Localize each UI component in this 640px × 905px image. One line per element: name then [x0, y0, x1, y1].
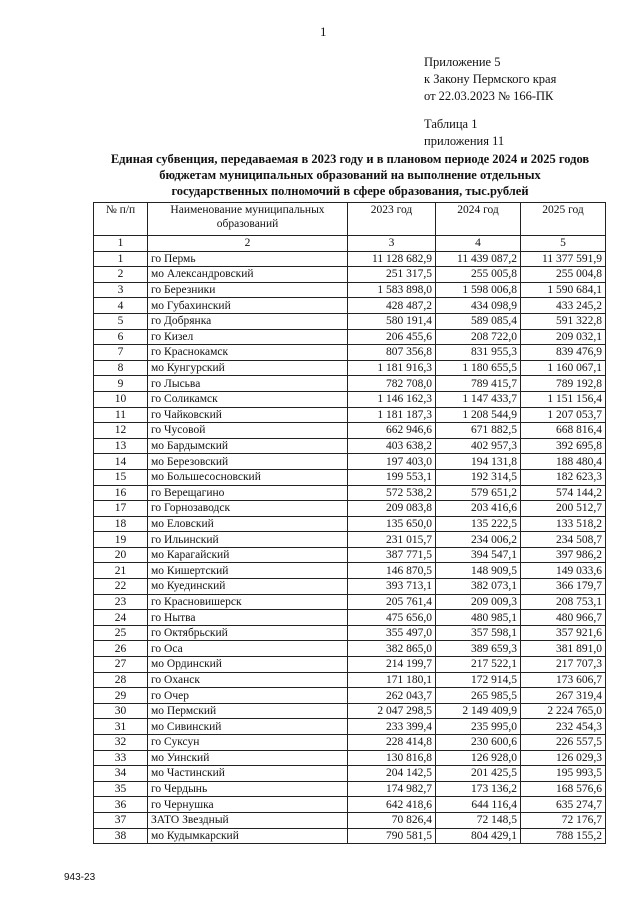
table-row: [94, 735, 606, 751]
table-row: [94, 625, 606, 641]
value-2025: 168 576,6: [521, 781, 606, 797]
table-body: [94, 251, 606, 844]
value-2024: 230 600,6: [436, 735, 521, 751]
value-2023: 146 870,5: [348, 563, 436, 579]
table-row: [94, 688, 606, 704]
value-2025: 789 192,8: [521, 376, 606, 392]
value-2023: 1 146 162,3: [348, 391, 436, 407]
value-2024: 217 522,1: [436, 657, 521, 673]
value-2023: 70 826,4: [348, 812, 436, 828]
row-number: 33: [94, 750, 148, 766]
value-2024: 1 147 433,7: [436, 391, 521, 407]
municipality-name: го Добрянка: [148, 313, 348, 329]
value-2025: 480 966,7: [521, 610, 606, 626]
value-2023: 2 047 298,5: [348, 703, 436, 719]
value-2023: 382 865,0: [348, 641, 436, 657]
row-number: 32: [94, 735, 148, 751]
value-2024: 126 928,0: [436, 750, 521, 766]
row-number: 38: [94, 828, 148, 844]
row-number: 11: [94, 407, 148, 423]
municipality-name: го Ильинский: [148, 532, 348, 548]
value-2024: 2 149 409,9: [436, 703, 521, 719]
value-2025: 200 512,7: [521, 501, 606, 517]
col-header-num: № п/п: [94, 203, 148, 236]
value-2024: 235 995,0: [436, 719, 521, 735]
row-number: 3: [94, 282, 148, 298]
municipality-name: мо Александровский: [148, 267, 348, 283]
col-header-name: Наименование муниципальных образований: [148, 203, 348, 236]
table-row: [94, 579, 606, 595]
row-number: 9: [94, 376, 148, 392]
table-row: [94, 594, 606, 610]
value-2023: 387 771,5: [348, 547, 436, 563]
row-number: 4: [94, 298, 148, 314]
row-number: 2: [94, 267, 148, 283]
municipality-name: мо Уинский: [148, 750, 348, 766]
municipality-name: мо Большесосновский: [148, 469, 348, 485]
value-2025: 1 151 156,4: [521, 391, 606, 407]
row-number: 12: [94, 423, 148, 439]
column-number: 2: [148, 236, 348, 252]
value-2025: 1 160 067,1: [521, 360, 606, 376]
value-2024: 203 416,6: [436, 501, 521, 517]
title-line: бюджетам муниципальных образований на выполнение отдельных: [159, 168, 541, 182]
value-2024: 201 425,5: [436, 766, 521, 782]
row-number: 5: [94, 313, 148, 329]
table-row: [94, 423, 606, 439]
value-2025: 182 623,3: [521, 469, 606, 485]
table-row: [94, 407, 606, 423]
municipality-name: мо Куединский: [148, 579, 348, 595]
value-2023: 428 487,2: [348, 298, 436, 314]
value-2023: 790 581,5: [348, 828, 436, 844]
title-line: Единая субвенция, передаваемая в 2023 году и в плановом периоде 2024 и 2025 годов: [110, 152, 590, 166]
value-2025: 11 377 591,9: [521, 251, 606, 267]
municipality-name: го Нытва: [148, 610, 348, 626]
col-header-2023: 2023 год: [348, 203, 436, 236]
table-row: [94, 313, 606, 329]
value-2023: 206 455,6: [348, 329, 436, 345]
value-2023: 1 181 916,3: [348, 360, 436, 376]
municipality-name: го Горнозаводск: [148, 501, 348, 517]
row-number: 28: [94, 672, 148, 688]
appendix-header: [424, 54, 556, 105]
municipality-name: го Октябрьский: [148, 625, 348, 641]
document-title: [100, 151, 600, 199]
value-2024: 579 651,2: [436, 485, 521, 501]
value-2023: 197 403,0: [348, 454, 436, 470]
value-2023: 135 650,0: [348, 516, 436, 532]
value-2025: 173 606,7: [521, 672, 606, 688]
value-2024: 148 909,5: [436, 563, 521, 579]
value-2023: 393 713,1: [348, 579, 436, 595]
value-2025: 217 707,3: [521, 657, 606, 673]
row-number: 10: [94, 391, 148, 407]
value-2023: 403 638,2: [348, 438, 436, 454]
table-row: [94, 719, 606, 735]
value-2023: 209 083,8: [348, 501, 436, 517]
table-row: [94, 298, 606, 314]
value-2025: 381 891,0: [521, 641, 606, 657]
value-2023: 233 399,4: [348, 719, 436, 735]
subsidy-table: [93, 202, 606, 844]
value-2023: 204 142,5: [348, 766, 436, 782]
value-2023: 228 414,8: [348, 735, 436, 751]
table-row: [94, 469, 606, 485]
value-2024: 434 098,9: [436, 298, 521, 314]
municipality-name: го Очер: [148, 688, 348, 704]
row-number: 35: [94, 781, 148, 797]
table-row: [94, 360, 606, 376]
table-row: [94, 345, 606, 361]
value-2025: 366 179,7: [521, 579, 606, 595]
table-row: [94, 329, 606, 345]
value-2025: 188 480,4: [521, 454, 606, 470]
value-2024: 389 659,3: [436, 641, 521, 657]
municipality-name: мо Сивинский: [148, 719, 348, 735]
value-2023: 130 816,8: [348, 750, 436, 766]
row-number: 18: [94, 516, 148, 532]
value-2024: 1 208 544,9: [436, 407, 521, 423]
value-2023: 662 946,6: [348, 423, 436, 439]
value-2024: 172 914,5: [436, 672, 521, 688]
municipality-name: го Пермь: [148, 251, 348, 267]
value-2023: 174 982,7: [348, 781, 436, 797]
table-row: [94, 501, 606, 517]
row-number: 1: [94, 251, 148, 267]
table-row: [94, 282, 606, 298]
column-number-row: [94, 236, 606, 252]
table-row: [94, 828, 606, 844]
page-number: 1: [320, 24, 327, 39]
table-row: [94, 547, 606, 563]
row-number: 15: [94, 469, 148, 485]
value-2025: 226 557,5: [521, 735, 606, 751]
value-2024: 804 429,1: [436, 828, 521, 844]
table-row: [94, 563, 606, 579]
law-line: к Закону Пермского края: [424, 72, 557, 86]
table-row: [94, 267, 606, 283]
column-number: 4: [436, 236, 521, 252]
row-number: 23: [94, 594, 148, 610]
municipality-name: мо Бардымский: [148, 438, 348, 454]
value-2023: 205 761,4: [348, 594, 436, 610]
col-header-2024: 2024 год: [436, 203, 521, 236]
table-row: [94, 797, 606, 813]
title-line: государственных полномочий в сфере образования, тыс.рублей: [171, 184, 529, 198]
municipality-name: ЗАТО Звездный: [148, 812, 348, 828]
row-number: 37: [94, 812, 148, 828]
table-row: [94, 766, 606, 782]
table-row: [94, 438, 606, 454]
footer-code: 943-23: [64, 872, 96, 883]
appendix-ref: приложения 11: [424, 134, 505, 148]
municipality-name: го Чусовой: [148, 423, 348, 439]
value-2025: 635 274,7: [521, 797, 606, 813]
table-row: [94, 532, 606, 548]
municipality-name: го Верещагино: [148, 485, 348, 501]
row-number: 22: [94, 579, 148, 595]
value-2023: 807 356,8: [348, 345, 436, 361]
row-number: 17: [94, 501, 148, 517]
row-number: 8: [94, 360, 148, 376]
value-2023: 642 418,6: [348, 797, 436, 813]
value-2025: 788 155,2: [521, 828, 606, 844]
value-2024: 357 598,1: [436, 625, 521, 641]
value-2023: 1 181 187,3: [348, 407, 436, 423]
column-number: 3: [348, 236, 436, 252]
table-row: [94, 610, 606, 626]
date-line: от 22.03.2023 № 166-ПК: [424, 89, 554, 103]
value-2024: 173 136,2: [436, 781, 521, 797]
municipality-name: мо Кишертский: [148, 563, 348, 579]
municipality-name: го Красновишерск: [148, 594, 348, 610]
municipality-name: го Чернушка: [148, 797, 348, 813]
appendix-line: Приложение 5: [424, 55, 501, 69]
value-2024: 255 005,8: [436, 267, 521, 283]
value-2025: 149 033,6: [521, 563, 606, 579]
row-number: 27: [94, 657, 148, 673]
value-2024: 11 439 087,2: [436, 251, 521, 267]
table-row: [94, 703, 606, 719]
row-number: 36: [94, 797, 148, 813]
row-number: 29: [94, 688, 148, 704]
municipality-name: го Кизел: [148, 329, 348, 345]
municipality-name: го Оса: [148, 641, 348, 657]
col-header-2025: 2025 год: [521, 203, 606, 236]
table-row: [94, 251, 606, 267]
value-2024: 1 598 006,8: [436, 282, 521, 298]
municipality-name: мо Кунгурский: [148, 360, 348, 376]
value-2024: 589 085,4: [436, 313, 521, 329]
row-number: 25: [94, 625, 148, 641]
value-2025: 397 986,2: [521, 547, 606, 563]
value-2025: 392 695,8: [521, 438, 606, 454]
municipality-name: мо Кудымкарский: [148, 828, 348, 844]
row-number: 21: [94, 563, 148, 579]
value-2025: 126 029,3: [521, 750, 606, 766]
value-2023: 572 538,2: [348, 485, 436, 501]
municipality-name: го Суксун: [148, 735, 348, 751]
row-number: 30: [94, 703, 148, 719]
municipality-name: го Соликамск: [148, 391, 348, 407]
row-number: 19: [94, 532, 148, 548]
row-number: 31: [94, 719, 148, 735]
municipality-name: го Чайковский: [148, 407, 348, 423]
table-row: [94, 454, 606, 470]
value-2024: 402 957,3: [436, 438, 521, 454]
value-2024: 208 722,0: [436, 329, 521, 345]
table-row: [94, 516, 606, 532]
municipality-name: го Оханск: [148, 672, 348, 688]
table-row: [94, 750, 606, 766]
table-row: [94, 812, 606, 828]
value-2023: 475 656,0: [348, 610, 436, 626]
value-2025: 2 224 765,0: [521, 703, 606, 719]
value-2025: 1 590 684,1: [521, 282, 606, 298]
value-2024: 234 006,2: [436, 532, 521, 548]
value-2025: 267 319,4: [521, 688, 606, 704]
municipality-name: мо Еловский: [148, 516, 348, 532]
table-header-row: [94, 203, 606, 236]
municipality-name: мо Пермский: [148, 703, 348, 719]
table-row: [94, 641, 606, 657]
value-2025: 234 508,7: [521, 532, 606, 548]
value-2023: 262 043,7: [348, 688, 436, 704]
value-2025: 208 753,1: [521, 594, 606, 610]
value-2025: 574 144,2: [521, 485, 606, 501]
row-number: 34: [94, 766, 148, 782]
value-2024: 789 415,7: [436, 376, 521, 392]
value-2024: 209 009,3: [436, 594, 521, 610]
table-row: [94, 485, 606, 501]
value-2024: 382 073,1: [436, 579, 521, 595]
row-number: 24: [94, 610, 148, 626]
value-2023: 251 317,5: [348, 267, 436, 283]
value-2025: 433 245,2: [521, 298, 606, 314]
value-2023: 231 015,7: [348, 532, 436, 548]
value-2024: 1 180 655,5: [436, 360, 521, 376]
value-2025: 209 032,1: [521, 329, 606, 345]
value-2024: 831 955,3: [436, 345, 521, 361]
municipality-name: го Лысьва: [148, 376, 348, 392]
value-2023: 580 191,4: [348, 313, 436, 329]
value-2024: 394 547,1: [436, 547, 521, 563]
table-row: [94, 391, 606, 407]
row-number: 6: [94, 329, 148, 345]
municipality-name: мо Березовский: [148, 454, 348, 470]
municipality-name: мо Карагайский: [148, 547, 348, 563]
value-2025: 72 176,7: [521, 812, 606, 828]
column-number: 1: [94, 236, 148, 252]
row-number: 26: [94, 641, 148, 657]
municipality-name: го Березники: [148, 282, 348, 298]
value-2025: 195 993,5: [521, 766, 606, 782]
value-2024: 192 314,5: [436, 469, 521, 485]
municipality-name: го Краснокамск: [148, 345, 348, 361]
row-number: 14: [94, 454, 148, 470]
value-2024: 644 116,4: [436, 797, 521, 813]
row-number: 20: [94, 547, 148, 563]
value-2023: 1 583 898,0: [348, 282, 436, 298]
value-2025: 232 454,3: [521, 719, 606, 735]
value-2023: 171 180,1: [348, 672, 436, 688]
value-2024: 671 882,5: [436, 423, 521, 439]
value-2024: 194 131,8: [436, 454, 521, 470]
municipality-name: го Чердынь: [148, 781, 348, 797]
municipality-name: мо Частинский: [148, 766, 348, 782]
value-2023: 355 497,0: [348, 625, 436, 641]
value-2025: 591 322,8: [521, 313, 606, 329]
value-2025: 357 921,6: [521, 625, 606, 641]
value-2024: 72 148,5: [436, 812, 521, 828]
table-reference: [424, 116, 504, 150]
row-number: 16: [94, 485, 148, 501]
row-number: 13: [94, 438, 148, 454]
value-2025: 668 816,4: [521, 423, 606, 439]
value-2024: 135 222,5: [436, 516, 521, 532]
table-row: [94, 781, 606, 797]
value-2024: 480 985,1: [436, 610, 521, 626]
value-2025: 1 207 053,7: [521, 407, 606, 423]
value-2025: 839 476,9: [521, 345, 606, 361]
table-label: Таблица 1: [424, 117, 478, 131]
column-number: 5: [521, 236, 606, 252]
value-2025: 133 518,2: [521, 516, 606, 532]
municipality-name: мо Ординский: [148, 657, 348, 673]
value-2023: 199 553,1: [348, 469, 436, 485]
table-row: [94, 376, 606, 392]
value-2025: 255 004,8: [521, 267, 606, 283]
table-row: [94, 657, 606, 673]
table-row: [94, 672, 606, 688]
value-2023: 782 708,0: [348, 376, 436, 392]
municipality-name: мо Губахинский: [148, 298, 348, 314]
row-number: 7: [94, 345, 148, 361]
value-2024: 265 985,5: [436, 688, 521, 704]
value-2023: 11 128 682,9: [348, 251, 436, 267]
value-2023: 214 199,7: [348, 657, 436, 673]
